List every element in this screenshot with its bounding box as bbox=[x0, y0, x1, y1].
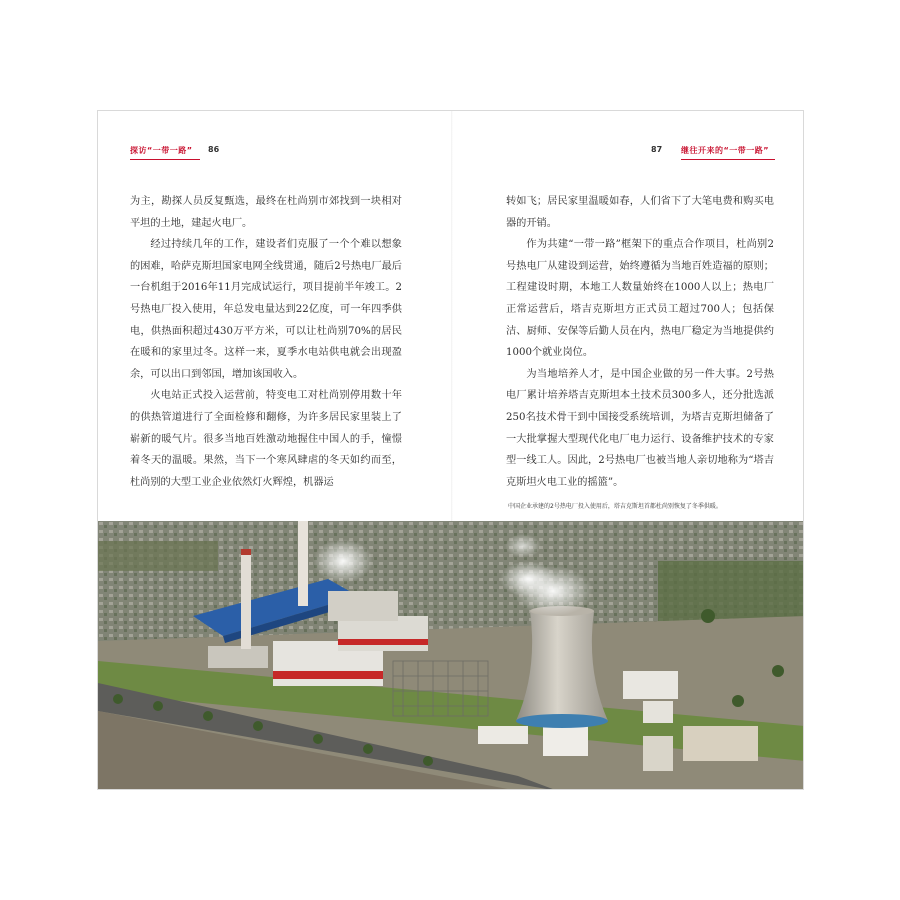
right-page bbox=[453, 111, 804, 521]
header-rule-left bbox=[130, 159, 200, 160]
left-page-body bbox=[130, 191, 402, 493]
running-title-right: 继往开来的“一带一路” bbox=[681, 146, 770, 155]
paragraph: 为当地培养人才，是中国企业做的另一件大事。2号热电厂累计培养塔吉克斯坦本土技术员300多人，还分批选派250名技术骨干到中国接受系统培训，为塔吉克斯坦储备了一大批掌握大型现代化电厂电力运行、设备维护技术的专家型一线工人。因此，2号热电厂也被当地人亲切地称为“塔吉克斯坦火电工业的摇篮”。 bbox=[506, 368, 774, 488]
left-page bbox=[98, 111, 451, 521]
paragraph: 经过持续几年的工作，建设者们克服了一个个难以想象的困难，哈萨克斯坦国家电网全线贯通，随后2号热电厂最后一台机组于2016年11月完成试运行，项目提前半年竣工。2号热电厂投入使用，年总发电量达到22亿度，可一年四季供电，供热面积超过430万平方米，可以让杜尚别70%的居民在暖和的家里过冬。这样一来，夏季水电站供电就会出现盈余，可以出口到邻国，增加该国收入。 bbox=[130, 239, 402, 380]
power-plant-aerial-photo bbox=[98, 521, 804, 790]
paragraph: 转如飞；居民家里温暖如春，人们省下了大笔电费和购买电器的开销。 bbox=[506, 196, 774, 229]
right-page-body bbox=[506, 191, 774, 493]
running-title-left: 探访“一带一路” bbox=[130, 146, 193, 155]
photo-caption: 中国企业承建的2号热电厂投入使用后，塔吉克斯坦首都杜尚别恢复了冬季供暖。 bbox=[508, 503, 722, 510]
page-number-left: 86 bbox=[208, 145, 220, 154]
paragraph: 为主，勘探人员反复甄选，最终在杜尚别市郊找到一块相对平坦的土地，建起火电厂。 bbox=[130, 196, 402, 229]
paragraph: 作为共建“一带一路”框架下的重点合作项目，杜尚别2号热电厂从建设到运营，始终遵循为当地百姓造福的原则；工程建设时期，本地工人数量始终在1000人以上；热电厂正常运营后，塔吉克斯坦方正式员工超过700人；包括保洁、厨师、安保等后勤人员在内，热电厂稳定为当地提供约1000个就业岗位。 bbox=[506, 239, 774, 359]
header-rule-right bbox=[681, 159, 775, 160]
page-number-right: 87 bbox=[651, 145, 663, 154]
book-spread bbox=[97, 110, 804, 790]
paragraph: 火电站正式投入运营前，特变电工对杜尚别停用数十年的供热管道进行了全面检修和翻修，为许多居民家里装上了崭新的暖气片。很多当地百姓激动地握住中国人的手，憧憬着冬天的温暖。果然，当下一个寒风肆虐的冬天如约而至，杜尚别的大型工业企业依然灯火辉煌，机器运 bbox=[130, 390, 402, 488]
